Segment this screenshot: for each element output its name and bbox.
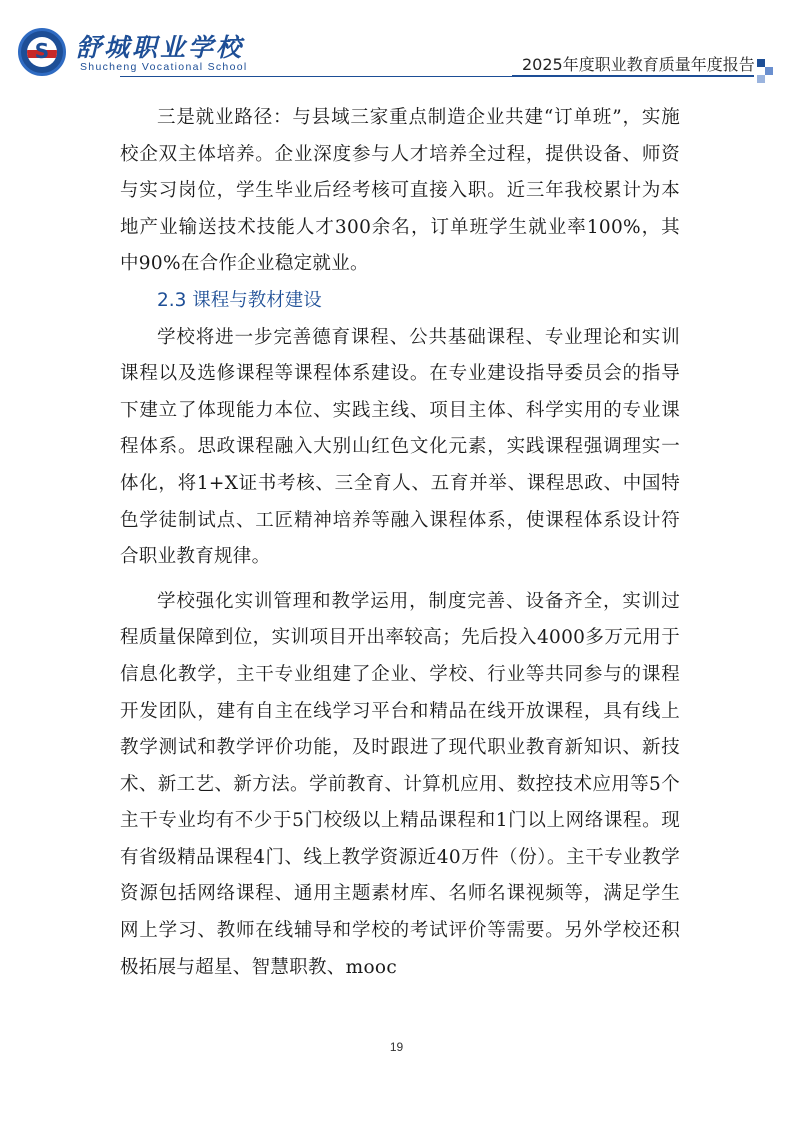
report-title: 2025年度职业教育质量年度报告 — [522, 55, 755, 74]
header-decoration-square — [757, 75, 765, 83]
paragraph-gap — [120, 576, 680, 584]
logo-glyph: S — [34, 39, 50, 63]
header-decoration-square — [765, 67, 773, 75]
school-logo-emblem — [18, 28, 66, 76]
paragraph-curriculum-system: 学校将进一步完善德育课程、公共基础课程、专业理论和实训课程以及选修课程等课程体系建设。在专业建设指导委员会的指导下建立了体现能力本位、实践主线、项目主体、科学实用的专业课程体系。思政课程融入大别山红色文化元素，实践课程强调理实一体化，将1+X证书考核、三全育人、五育并举、课程思政、中国特色学徒制试点、工匠精神培养等融入课程体系，使课程体系设计符合职业教育规律。 — [120, 326, 680, 568]
header-rule-thin — [120, 76, 512, 77]
logo-inner-circle — [27, 37, 57, 67]
page-number: 19 — [389, 1040, 404, 1054]
paragraph-training-resources: 学校强化实训管理和教学运用，制度完善、设备齐全，实训过程质量保障到位，实训项目开出率较高；先后投入4000多万元用于信息化教学，主干专业组建了企业、学校、行业等共同参与的课程开发团队，建有自主在线学习平台和精品在线开放课程，具有线上教学测试和教学评价功能，及时跟进了现代职业教育新知识、新技术、新工艺、新方法。学前教育、计算机应用、数控技术应用等5个主干专业均有不少于5门校级以上精品课程和1门以上网络课程。现有省级精品课程4门、线上教学资源近40万件（份）。主干专业教学资源包括网络课程、通用主题素材库、名师名课视频等，满足学生网上学习、教师在线辅导和学校的考试评价等需要。另外学校还积极拓展与超星、智慧职教、mooc — [120, 590, 680, 978]
school-name-cn: 舒城职业学校 — [76, 33, 245, 62]
page-header — [0, 0, 793, 80]
page-content — [120, 100, 680, 986]
header-decoration-square — [757, 59, 765, 67]
paragraph-employment-pathway: 三是就业路径：与县域三家重点制造企业共建“订单班”，实施校企双主体培养。企业深度参与人才培养全过程，提供设备、师资与实习岗位，学生毕业后经考核可直接入职。近三年我校累计为本地产业输送技术技能人才300余名，订单班学生就业率100%，其中90%在合作企业稳定就业。 — [120, 107, 680, 275]
header-rule-thick — [512, 75, 754, 77]
section-heading-2-3: 2.3 课程与教材建设 — [157, 289, 322, 311]
school-name-en: Shucheng Vocational School — [80, 61, 248, 73]
